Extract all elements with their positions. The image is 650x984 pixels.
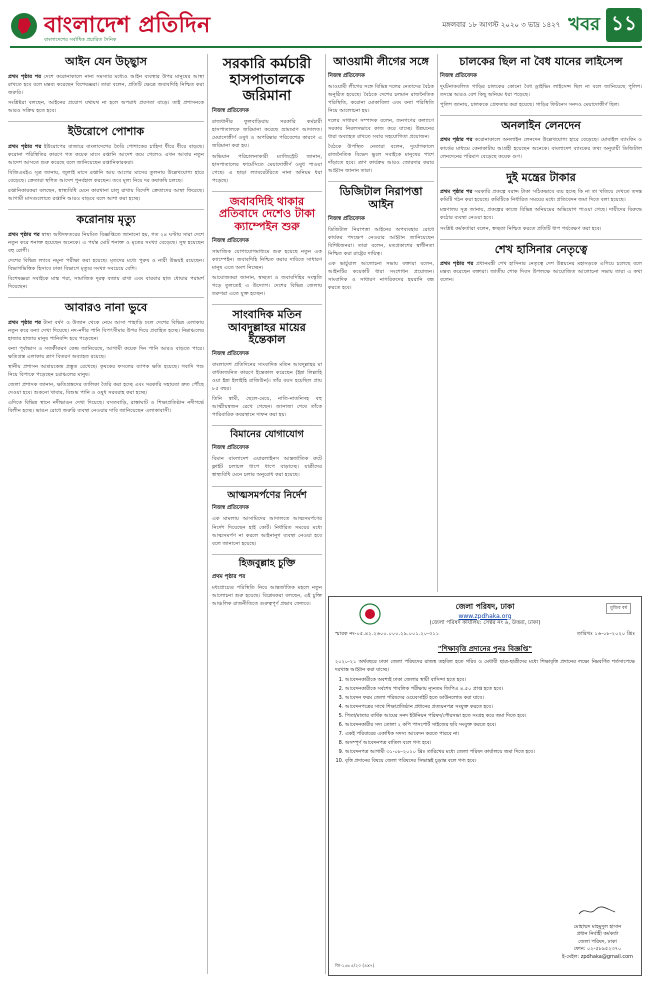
- signer-name: মোহাম্মদ মাহমুদুল হাসান: [573, 923, 622, 930]
- headline: দুই মন্ত্রের টাকার: [506, 170, 576, 184]
- notice-address: (জেলা পরিষদ কার্যালয়: সেক্টর নং ৬, উত্তরা, ঢাকা): [429, 619, 541, 626]
- story-body: [440, 83, 642, 109]
- lead-in: প্রথম পৃষ্ঠার পর: [440, 261, 474, 268]
- story-body: [440, 260, 642, 284]
- headline: করোনায় মৃত্যু: [76, 213, 136, 227]
- headline: আইন যেন উচ্ছ্বাস: [65, 55, 147, 68]
- column-2: [212, 54, 322, 618]
- signer-role: প্রধান নির্বাহী কর্মকর্তা: [576, 931, 619, 937]
- story-body: [212, 455, 322, 479]
- headline: আবারও নানা ভুবে: [64, 301, 148, 315]
- notice-body: [335, 659, 635, 766]
- paragraph: সরকারি প্রকল্পে বরাদ্দ টাকা সঠিকভাবে ব্যয় হচ্ছে কি না তা খতিয়ে দেখতে তদন্ত কমিটি গঠন করা হয়েছে। কমিটিকে নির্ধারিত সময়ের মধ্যে প্রতিবেদন জমা দিতে বলা হয়েছে।: [440, 189, 642, 204]
- paragraph: অভিযান পরিচালনাকারী ম্যাজিস্ট্রেট জানান, হাসপাতালের ফার্মেসিতে মেয়াদোত্তীর্ণ ওষুধ পাওয়া গেছে। এ ছাড়া ল্যাবরেটরিতে নানা অনিয়ম ধরা পড়েছে।: [212, 153, 322, 184]
- notice-title: "শিক্ষাবৃত্তি প্রদানের পুনঃ বিজ্ঞপ্তি": [437, 645, 533, 654]
- story-obituary: [212, 309, 322, 426]
- paragraph: দুর্ঘটনাকবলিত গাড়ির চালকের কোনো বৈধ ড্রাইভিং লাইসেন্স ছিল না বলে জানিয়েছে পুলিশ। তদন্তে আরও বেশ কিছু অনিয়ম ধরা পড়েছে।: [440, 83, 642, 98]
- paragraph: বিজিএমইএ সূত্র জানায়, জুলাই মাসে রপ্তানি আয় আগের মাসের তুলনায় উল্লেখযোগ্য হারে বেড়েছে। ক্রেতারা স্থগিত আদেশ পুনর্বহাল করছেন। তবে মূল্য নিয়ে দর কষাকষি চলছে।: [8, 169, 204, 184]
- issue-date: মঙ্গলবার ১৮ আগস্ট ২০২০ ৩ ভাদ্র ১৪২৭: [442, 21, 561, 29]
- story-online-transactions: [440, 120, 642, 168]
- paragraph: বিমান বাংলাদেশ এয়ারলাইনস আন্তর্জাতিক রুটে ফ্লাইট চলাচল ধাপে ধাপে বাড়াচ্ছে। যাত্রীদের স্বাস্থ্যবিধি মেনে চলার অনুরোধ করা হয়েছে।: [212, 456, 322, 479]
- story-body: [8, 143, 204, 203]
- byline: নিজস্ব প্রতিবেদক: [328, 72, 365, 79]
- paragraph: আওয়ামী লীগের সঙ্গে বিভিন্ন দলের নেতাদের বৈঠক অনুষ্ঠিত হয়েছে। বৈঠকে দেশের চলমান রাজনৈতিক পরিস্থিতি, করোনা মোকাবিলা এবং বন্যা পরিস্থিতি নিয়ে আলোচনা হয়।: [328, 83, 434, 114]
- paragraph: মন্ত্রণালয় সূত্র জানায়, প্রকল্পের কাজে বিভিন্ন অনিয়মের অভিযোগ পাওয়া গেছে। দায়ীদের বিরুদ্ধে কঠোর ব্যবস্থা নেওয়া হবে।: [440, 207, 642, 222]
- paragraph: করোনাকালে অনলাইন লেনদেন উল্লেখযোগ্য হারে বেড়েছে। মোবাইল ব্যাংকিং ও কার্ডের মাধ্যমে কেনাকাটায় আগ্রহী হয়েছেন অনেকে। বাংলাদেশ ব্যাংকের তথ্য অনুযায়ী ডিজিটাল লেনদেনের পরিমাণ বেড়েছে কয়েক গুণ।: [440, 137, 642, 160]
- story-treaty: [212, 559, 322, 614]
- lead-in: প্রথম পৃষ্ঠার পর: [8, 231, 40, 238]
- story-body: [8, 319, 204, 416]
- list-item: 5. পিতা/মাতার বার্ষিক আয়ের সনদ ইউনিয়ন পরিষদ/পৌরসভা হতে সংগ্রহ করে জমা দিতে হবে।: [345, 713, 635, 721]
- byline: নিজস্ব প্রতিবেদক: [440, 72, 477, 79]
- paragraph: ডিজিটাল নিরাপত্তা আইনের অপব্যবহার রোধে কার্যকর পদক্ষেপ নেওয়ার আহ্বান জানিয়েছেন বিশিষ্টজনরা। তারা বলেন, মতপ্রকাশের স্বাধীনতা নিশ্চিত করা রাষ্ট্রের দায়িত্ব।: [328, 226, 434, 257]
- story-awami-league: [328, 56, 434, 182]
- story-body: [8, 231, 204, 291]
- story-body: [440, 188, 642, 232]
- paragraph: সংশ্লিষ্টরা বলছেন, আইনের প্রয়োগ যথাযথ না হলে অপরাধ প্রবণতা বাড়ে। তাই প্রশাসনকে আরও সক্রিয় হতে হবে।: [8, 99, 204, 114]
- government-notice: [328, 596, 642, 976]
- paragraph: বিশেষজ্ঞরা সবাইকে মাস্ক পরা, সামাজিক দূরত্ব বজায় রাখা এবং বারবার হাত ধোয়ার পরামর্শ দিয়েছেন।: [8, 275, 204, 291]
- paragraph: মধ্যপ্রাচ্যের পরিস্থিতি নিয়ে আন্তর্জাতিক মহলে নতুন আলোচনা শুরু হয়েছে। বিশ্লেষকরা বলছেন, এই চুক্তি আঞ্চলিক রাজনীতিতে গুরুত্বপূর্ণ প্রভাব ফেলবে।: [212, 584, 322, 607]
- byline: নিজস্ব প্রতিবেদক: [212, 445, 249, 452]
- story-ministry-funds: [440, 172, 642, 240]
- signer-office: জেলা পরিষদ, ঢাকা: [578, 938, 617, 945]
- story-surrender: [212, 491, 322, 555]
- story-body: [212, 584, 322, 608]
- story-driver-license: [440, 56, 642, 116]
- column-divider: [325, 54, 326, 974]
- paragraph: স্থানীয় প্রশাসন আশ্রয়কেন্দ্র প্রস্তুত রেখেছে। কৃষকের ফসলের ব্যাপক ক্ষতি হয়েছে। গবাদি পশু নিয়ে বিপাকে পড়েছেন চরাঞ্চলের মানুষ।: [8, 364, 204, 379]
- byline: প্রথম পৃষ্ঠার পর: [212, 573, 246, 580]
- list-item: 6. আবেদনকারীর সদ্য তোলা ২ কপি পাসপোর্ট সাইজের ছবি সংযুক্ত করতে হবে।: [345, 722, 635, 730]
- headline: ইউরোপে পোশাক: [67, 124, 145, 138]
- story-body: [328, 83, 434, 176]
- headline: আত্মসমর্পণের নির্দেশ: [227, 489, 307, 501]
- story-biman: [212, 430, 322, 486]
- column-3: [328, 54, 434, 302]
- story-body: [212, 248, 322, 298]
- headline: চালকের ছিল না বৈধ যানের লাইসেন্স: [459, 55, 623, 68]
- notice-conditions-list: [335, 677, 635, 766]
- paragraph: তিনি স্বামী, ছেলে-মেয়ে, নাতি-নাতনিসহ বহু আত্মীয়স্বজন রেখে গেছেন। জানাজা শেষে তাঁকে পারিবারিক কবরস্থানে দাফন করা হয়।: [212, 396, 322, 419]
- headline: বিমানের যোগাযোগ: [230, 429, 304, 441]
- headline: ডিজিটাল নিরাপত্তা আইন: [339, 185, 423, 211]
- column-4: [440, 54, 642, 294]
- story-corona-deaths: [8, 214, 204, 298]
- headline: অনলাইন লেনদেন: [501, 118, 581, 132]
- story-law: [8, 56, 204, 122]
- story-body: [328, 226, 434, 293]
- paragraph: প্রধানমন্ত্রী শেখ হাসিনার নেতৃত্বে দেশ উন্নয়নের মহাসড়কে এগিয়ে চলেছে বলে মন্তব্য করেছেন বক্তারা। জাতীয় শোক দিবস উপলক্ষে আয়োজিত আলোচনা সভায় তারা এ কথা বলেন।: [440, 261, 643, 284]
- logo-tagline: বাংলাদেশের সর্বাধিক প্রচারিত দৈনিক: [44, 37, 117, 43]
- paragraph: বৈঠকে উপস্থিত নেতারা বলেন, দুর্যোগকালে রাজনৈতিক বিভেদ ভুলে সবাইকে মানুষের পাশে দাঁড়াতে হবে। ত্রাণ কার্যক্রম আরও জোরদার করার আহ্বান জানান তারা।: [328, 144, 434, 175]
- story-digital-security: [328, 186, 434, 298]
- notice-date: তারিখঃ ১৬-০৮-২০২০ খ্রিঃ: [576, 631, 635, 638]
- page-number-badge: ১১: [606, 8, 642, 42]
- byline: নিজস্ব প্রতিবেদক: [328, 215, 365, 222]
- headline: আওয়ামী লীগের সঙ্গে: [333, 55, 429, 68]
- lead-in: প্রথম পৃষ্ঠার পর: [8, 143, 42, 150]
- paragraph: জেলা প্রশাসক জানান, ক্ষতিগ্রস্তদের তালিকা তৈরি করা হচ্ছে এবং সরকারি সহায়তা দ্রুত পৌঁছে দেওয়া হবে। শুকনো খাবার, বিশুদ্ধ পানি ও ওষুধ সরবরাহ করা হচ্ছে।: [8, 382, 204, 397]
- list-item: 10. বৃত্তি প্রদানের বিষয়ে জেলা পরিষদের সিদ্ধান্তই চূড়ান্ত বলে গণ্য হবে।: [345, 758, 635, 766]
- lead-in: প্রথম পৃষ্ঠার পর: [440, 189, 473, 196]
- section-name: খবর: [568, 13, 600, 35]
- notice-code: জি-১৬৮৫/২০ (৪x৭): [335, 964, 375, 969]
- list-item: 8. অসম্পূর্ণ আবেদনপত্র বাতিল বলে গণ্য হবে।: [345, 740, 635, 748]
- paragraph: ইউরোপের বাজারে বাংলাদেশের তৈরি পোশাকের চাহিদা ধীরে ধীরে বাড়ছে। করোনা পরিস্থিতির কারণে গত কয়েক মাসে রপ্তানি আদেশ কমে গেলেও এখন আবার নতুন আদেশ আসতে শুরু করেছে বলে জানিয়েছেন রপ্তানিকারকরা।: [8, 143, 204, 166]
- paragraph: দেশের বিভিন্ন ল্যাবে নমুনা পরীক্ষা করা হয়েছে। মৃতদের মধ্যে পুরুষ ও নারী উভয়ই রয়েছেন। বিভাগভিত্তিক হিসাবে ঢাকা বিভাগে মৃত্যুর সংখ্যা সবচেয়ে বেশি।: [8, 257, 204, 272]
- byline: নিজস্ব প্রতিবেদক: [212, 505, 249, 512]
- signer-phone: ফোন: ০২-৫৮৯৫২৩৭০: [573, 946, 622, 952]
- list-item: 4. আবেদনপত্রের সাথে শিক্ষাপ্রতিষ্ঠান প্রধানের প্রত্যয়নপত্র সংযুক্ত করতে হবে।: [345, 704, 635, 712]
- story-europe-garments: [8, 126, 204, 210]
- headline: সরকারি কর্মচারী হাসপাতালকে জরিমানা: [222, 56, 312, 105]
- paragraph: বাংলাদেশ প্রতিদিনের সাংবাদিক মতিন আবদুল্লাহর মা বার্ধক্যজনিত কারণে ইন্তেকাল করেছেন (ইন্না লিল্লাহি ওয়া ইন্না ইলাইহি রাজিউন)। তাঁর বয়স হয়েছিল প্রায় ৮৫ বছর।: [212, 362, 322, 393]
- byline: নিজস্ব প্রতিবেদক: [212, 351, 249, 357]
- masthead: [10, 6, 642, 48]
- story-body: [8, 73, 204, 115]
- list-item: 3. আবেদন ফরম জেলা পরিষদের ওয়েবসাইট হতে ডাউনলোড করা যাবে।: [345, 695, 635, 703]
- lead-in: প্রথম পৃষ্ঠার পর: [440, 137, 473, 144]
- government-seal-icon: [359, 603, 381, 625]
- paragraph: এক মামলায় আসামিদের আদালতে আত্মসমর্পণের নির্দেশ দিয়েছেন হাই কোর্ট। নির্ধারিত সময়ের মধ্যে আত্মসমর্পণ না করলে আইনানুগ ব্যবস্থা নেওয়া হবে বলে জানানো হয়েছে।: [212, 516, 322, 547]
- story-body: [440, 136, 642, 160]
- paragraph: আয়োজকরা জানান, স্বচ্ছতা ও জবাবদিহির সংস্কৃতি গড়ে তুলতেই এ উদ্যোগ। দেশের বিভিন্ন জেলায় তরুণরা এতে যুক্ত হচ্ছেন।: [212, 274, 322, 298]
- notice-meta: [335, 631, 635, 639]
- signature-icon: [577, 904, 617, 918]
- story-campaign: [212, 196, 322, 305]
- list-item: 2. আবেদনকারীকে সর্বশেষ পাবলিক পরীক্ষায় ন্যূনতম জিপিএ ৪.৫০ প্রাপ্ত হতে হবে।: [345, 686, 635, 694]
- mujib-year-seal: মুজিব বর্ষ: [606, 603, 631, 614]
- paragraph: সংশ্লিষ্ট কর্মকর্তারা বলেন, স্বচ্ছতা নিশ্চিত করতে প্রতিটি ধাপ পর্যবেক্ষণ করা হবে।: [440, 225, 602, 232]
- paragraph: রাজধানীর ফুলবাড়িয়ায় সরকারি কর্মচারী হাসপাতালকে জরিমানা করেছে ভ্রাম্যমাণ আদালত। মেয়াদোত্তীর্ণ ওষুধ ও অপরিষ্কার পরিবেশের কারণে এ জরিমানা করা হয়।: [212, 119, 322, 150]
- story-body: [212, 515, 322, 547]
- notice-website-link[interactable]: www.zpdhaka.org: [458, 612, 512, 620]
- byline: নিজস্ব প্রতিবেদক: [212, 108, 249, 115]
- story-sheikh-hasina: [440, 244, 642, 291]
- paragraph: এক ভার্চুয়াল আলোচনা সভায় বক্তারা বলেন, আইনটির কয়েকটি ধারা সংশোধন প্রয়োজন। সাংবাদিক ও সাধারণ নাগরিকদের হয়রানি বন্ধ করতে হবে।: [328, 260, 434, 292]
- paragraph: বন্যা পূর্বাভাস ও সতর্কীকরণ কেন্দ্র জানিয়েছে, আগামী কয়েক দিন পানি আরও বাড়তে পারে। ক্ষতিগ্রস্ত এলাকায় ত্রাণ বিতরণ অব্যাহত রয়েছে।: [8, 345, 204, 360]
- logo-text: বাংলাদেশ প্রতিদিন: [44, 11, 211, 38]
- headline: সাংবাদিক মতিন আবদুল্লাহর মায়ের ইন্তেকাল: [228, 308, 306, 347]
- paragraph: পুলিশ জানায়, চালককে গ্রেফতার করা হয়েছে। গাড়ির ফিটনেস সনদও মেয়াদোত্তীর্ণ ছিল।: [440, 101, 620, 108]
- headline: শেখ হাসিনার নেতৃত্বে: [494, 242, 588, 256]
- paragraph: এদিকে বিভিন্ন স্থানে নদীভাঙন দেখা দিয়েছে। বসতবাড়ি, রাস্তাঘাট ও শিক্ষাপ্রতিষ্ঠান নদীগর্ভে বিলীন হচ্ছে। ভাঙন রোধে জরুরি ব্যবস্থা নেওয়ার দাবি জানিয়েছেন এলাকাবাসী।: [8, 400, 204, 415]
- story-flood: [8, 302, 204, 421]
- list-item: 7. একই পরিবারের একাধিক সদস্য আবেদন করতে পারবে না।: [345, 731, 635, 739]
- memo-number: স্মারক নং-০৫.৪২.২৬০০.০০০.২৯.০০১.২০-৩১১: [335, 631, 440, 638]
- byline: নিজস্ব প্রতিবেদক: [212, 237, 249, 244]
- notice-office: জেলা পরিষদ, ঢাকা: [455, 602, 515, 611]
- masthead-right: [442, 8, 642, 42]
- column-divider: [207, 54, 208, 974]
- signer-email: ই-মেইল: zpdhaka@gmail.com: [561, 953, 633, 960]
- notice-intro: ২০২০-২১ অর্থবছরে ঢাকা জেলা পরিষদের রাজস্ব তহবিল হতে গরিব ও মেধাবী ছাত্র-ছাত্রীদের মধ্যে শিক্ষাবৃত্তি প্রদানের লক্ষ্যে নিম্নবর্ণিত শর্তসাপেক্ষে দরখাস্ত আহ্বান করা যাচ্ছে।: [335, 659, 635, 673]
- headline: জবাবদিহি থাকার প্রতিবাদে দেশেও টাকা ক্যাম্পেইন শুরু: [218, 194, 316, 234]
- story-hospital-fine: [212, 56, 322, 192]
- notice-signature-block: [562, 904, 633, 961]
- paragraph: স্বাস্থ্য অধিদফতরের নিয়মিত বিজ্ঞপ্তিতে জানানো হয়, গত ২৪ ঘণ্টায় সারা দেশে নতুন করে শনাক্ত হয়েছেন অনেকে। এ পর্যন্ত মোট শনাক্ত ও মৃতের সংখ্যা বেড়েছে। সুস্থ হয়েছেন বহু রোগী।: [8, 231, 204, 254]
- map-logo-icon: [10, 12, 38, 40]
- story-body: [212, 361, 322, 419]
- headline: হিজবুল্লাহ চুক্তি: [238, 557, 296, 569]
- column-1: [8, 54, 204, 425]
- paragraph: দেশে করোনাকালে নানা সমস্যার মধ্যেও আইন ব্যবস্থার উপর মানুষের আস্থা রাখতে হবে বলে মন্তব্য করেছেন বিশেষজ্ঞরা। তারা বলেন, প্রতিটি ক্ষেত্রে জবাবদিহি নিশ্চিত করা জরুরি।: [8, 73, 205, 96]
- paragraph: টানা বর্ষণ ও উজান থেকে নেমে আসা পাহাড়ি ঢলে দেশের বিভিন্ন এলাকায় নতুন করে বন্যা দেখা দিয়েছে। নদ-নদীর পানি বিপৎসীমার উপর দিয়ে প্রবাহিত হচ্ছে। নিম্নাঞ্চলের হাজার হাজার মানুষ পানিবন্দি হয়ে পড়েছেন।: [8, 319, 204, 342]
- paragraph: দলের সাধারণ সম্পাদক বলেন, জনগণের কল্যাণে সরকার নিরলসভাবে কাজ করে যাচ্ছে। উন্নয়নের ধারা অব্যাহত রাখতে সবার সহযোগিতা প্রয়োজন।: [328, 117, 434, 141]
- story-body: [212, 118, 322, 185]
- lead-in: প্রথম পৃষ্ঠার পর: [8, 73, 42, 80]
- list-item: 1. আবেদনকারীকে অবশ্যই ঢাকা জেলার স্থায়ী বাসিন্দা হতে হবে।: [345, 677, 635, 685]
- paragraph: রপ্তানিকারকরা বলছেন, স্বাস্থ্যবিধি মেনে কারখানা চালু রাখায় বিদেশি ক্রেতাদের আস্থা ফিরেছে। আগামী মাসগুলোতে রপ্তানি আরও বাড়বে বলে আশা করা হচ্ছে।: [8, 187, 204, 202]
- lead-in: প্রথম পৃষ্ঠার পর: [8, 319, 41, 326]
- column-divider: [437, 54, 438, 592]
- list-item: 9. আবেদনপত্র আগামী ৩১-০৮-২০২০ খ্রিঃ তারিখের মধ্যে জেলা পরিষদ কার্যালয়ে জমা দিতে হবে।: [345, 749, 635, 757]
- paragraph: সামাজিক যোগাযোগমাধ্যমে শুরু হয়েছে নতুন এক ক্যাম্পেইন। জবাবদিহি নিশ্চিত করার দাবিতে সাধারণ মানুষ এতে অংশ নিচ্ছেন।: [212, 248, 322, 271]
